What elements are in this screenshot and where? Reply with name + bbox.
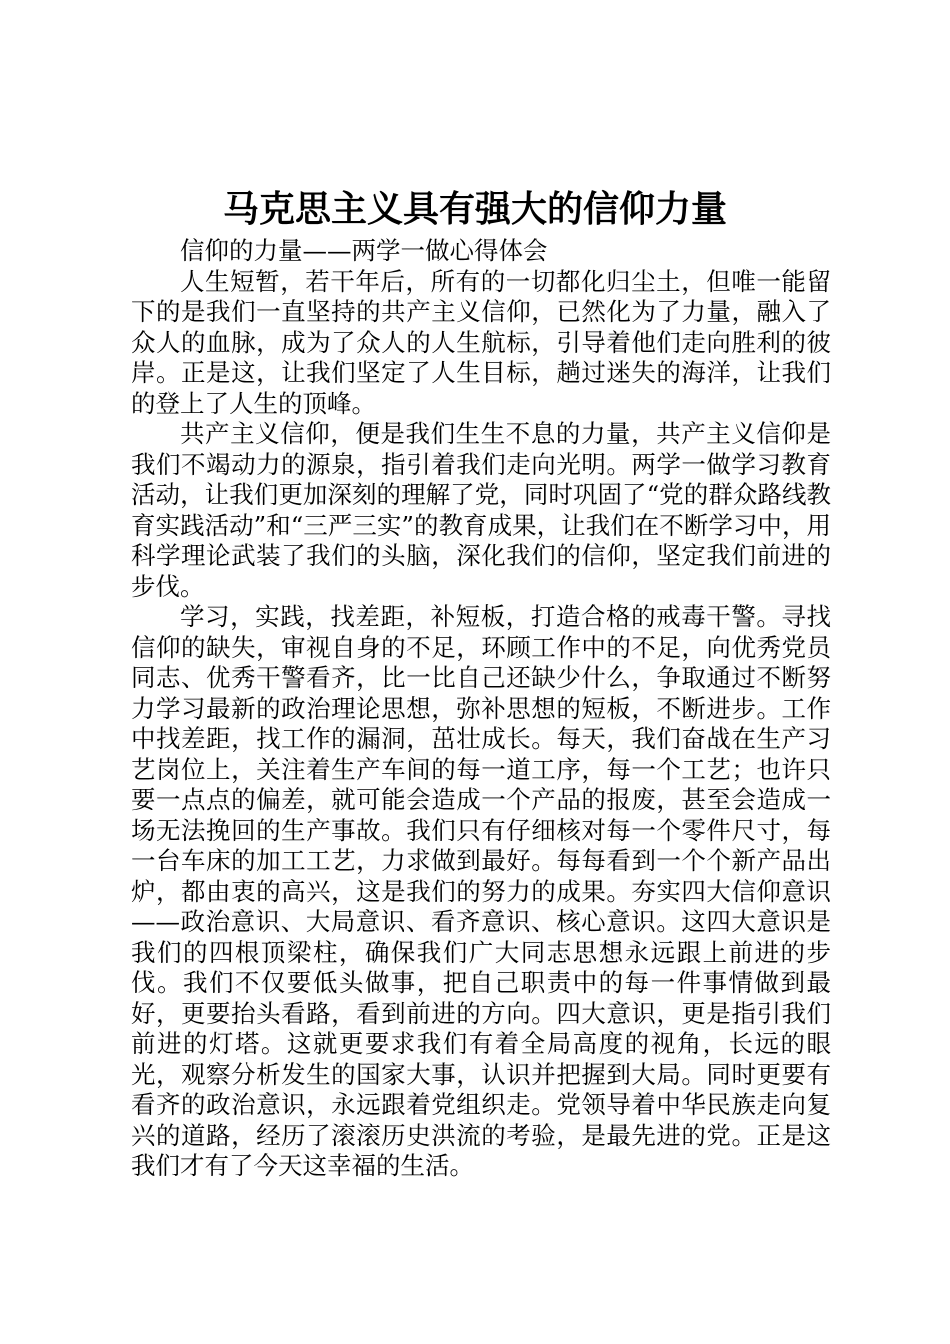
document-body — [131, 236, 831, 1182]
paragraph-1: 人生短暂，若干年后，所有的一切都化归尘土，但唯一能留下的是我们一直坚持的共产主义信仰，已然化为了力量，融入了众人的血脉，成为了众人的人生航标，引导着他们走向胜利的彼岸。正是这，让我们坚定了人生目标，趟过迷失的海洋，让我们的登上了人生的顶峰。 — [131, 266, 831, 418]
document-title: 马克思主义具有强大的信仰力量 — [222, 188, 727, 230]
subtitle-paragraph: 信仰的力量——两学一做心得体会 — [180, 236, 548, 265]
paragraph-2: 共产主义信仰，便是我们生生不息的力量，共产主义信仰是我们不竭动力的源泉，指引着我们走向光明。两学一做学习教育活动，让我们更加深刻的理解了党，同时巩固了“党的群众路线教育实践活动”和“三严三实”的教育成果，让我们在不断学习中，用科学理论武装了我们的头脑，深化我们的信仰，坚定我们前进的步伐。 — [131, 419, 831, 601]
paragraph-3: 学习，实践，找差距，补短板，打造合格的戒毒干警。寻找信仰的缺失，审视自身的不足，环顾工作中的不足，向优秀党员同志、优秀干警看齐，比一比自己还缺少什么，争取通过不断努力学习最新的政治理论思想，弥补思想的短板，不断进步。工作中找差距，找工作的漏洞，茁壮成长。每天，我们奋战在生产习艺岗位上，关注着生产车间的每一道工序，每一个工艺；也许只要一点点的偏差，就可能会造成一个产品的报废，甚至会造成一场无法挽回的生产事故。我们只有仔细核对每一个零件尺寸，每一台车床的加工工艺，力求做到最好。每每看到一个个新产品出炉，都由衷的高兴，这是我们的努力的成果。夯实四大信仰意识——政治意识、大局意识、看齐意识、核心意识。这四大意识是我们的四根顶梁柱，确保我们广大同志思想永远跟上前进的步伐。我们不仅要低头做事，把自己职责中的每一件事情做到最好，更要抬头看路，看到前进的方向。四大意识，更是指引我们前进的灯塔。这就更要求我们有着全局高度的视角，长远的眼光，观察分析发生的国家大事，认识并把握到大局。同时更要有看齐的政治意识，永远跟着党组织走。党领导着中华民族走向复兴的道路，经历了滚滚历史洪流的考验，是最先进的党。正是这我们才有了今天这幸福的生活。 — [131, 602, 831, 1180]
